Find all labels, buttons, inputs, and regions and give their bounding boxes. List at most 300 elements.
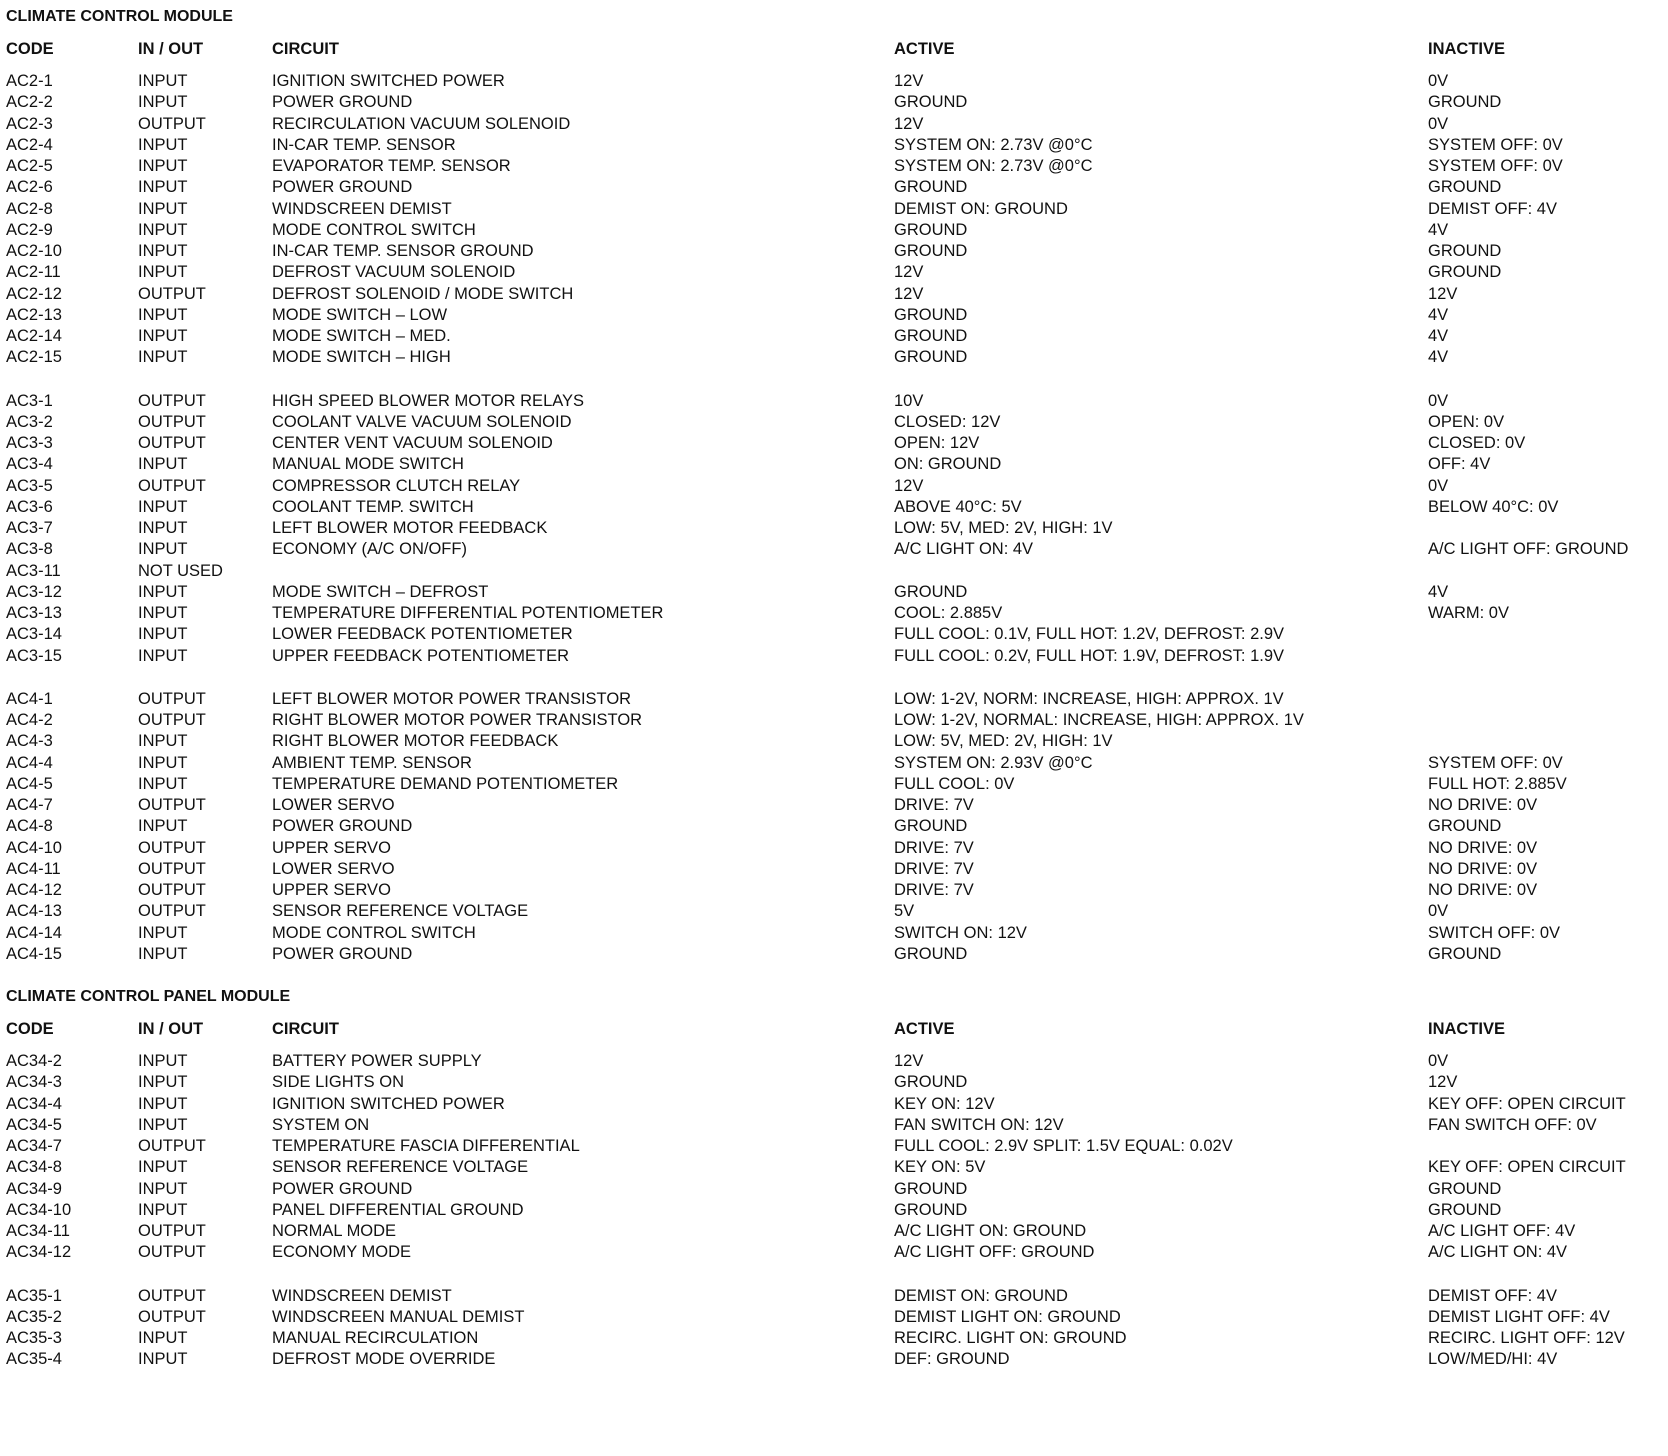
row-active: FULL COOL: 2.9V SPLIT: 1.5V EQUAL: 0.02V [894,1137,1233,1155]
row-circuit: TEMPERATURE DEMAND POTENTIOMETER [272,774,619,793]
row-code: AC2-3 [6,114,53,133]
row-active: GROUND [894,93,968,112]
row-active: LOW: 1-2V, NORMAL: INCREASE, HIGH: APPROX. 1V [894,711,1304,729]
row-circuit: LOWER SERVO [272,796,395,814]
row-active: CLOSED: 12V [894,412,1001,431]
row-inactive: GROUND [1428,944,1502,963]
row-code: AC34-12 [6,1243,72,1262]
row-code: AC34-10 [6,1200,72,1219]
row-in-out: INPUT [138,72,188,90]
row-code: AC4-8 [6,817,53,836]
row-active: GROUND [894,327,968,345]
row-code: AC34-3 [6,1073,62,1092]
row-active: SYSTEM ON: 2.73V @0°C [894,157,1093,175]
row-in-out: OUTPUT [138,881,206,899]
row-code: AC3-4 [6,455,53,474]
row-circuit: RIGHT BLOWER MOTOR FEEDBACK [272,732,559,751]
row-code: AC4-14 [6,923,62,942]
row-inactive: 12V [1428,284,1458,303]
table-row [0,817,1668,839]
table-row [0,1180,1668,1202]
header-circuit: CIRCUIT [272,1020,339,1038]
row-inactive: FAN SWITCH OFF: 0V [1428,1115,1597,1134]
row-in-out: OUTPUT [138,1222,206,1240]
table-row [0,136,1668,158]
row-circuit: MODE SWITCH – MED. [272,327,451,345]
table-row [0,157,1668,179]
row-code: AC4-7 [6,796,53,814]
row-in-out: INPUT [138,220,188,239]
table-row [0,924,1668,946]
row-code: AC4-11 [6,859,61,878]
row-code: AC3-1 [6,391,53,410]
row-active: A/C LIGHT OFF: GROUND [894,1243,1095,1262]
row-circuit: RIGHT BLOWER MOTOR POWER TRANSISTOR [272,711,643,729]
section-title: CLIMATE CONTROL MODULE [6,8,233,25]
table-row [0,540,1668,562]
row-circuit: UPPER SERVO [272,881,391,899]
row-inactive: SYSTEM OFF: 0V [1428,135,1563,154]
header-inactive: INACTIVE [1428,1020,1506,1038]
row-code: AC2-10 [6,242,62,260]
row-in-out: INPUT [138,1073,188,1092]
row-code: AC2-4 [6,135,53,154]
row-code: AC34-9 [6,1179,62,1198]
row-active: LOW: 5V, MED: 2V, HIGH: 1V [894,519,1113,537]
row-inactive: 4V [1428,582,1449,601]
row-in-out: INPUT [138,604,188,622]
section-title: CLIMATE CONTROL PANEL MODULE [6,988,291,1005]
row-in-out: INPUT [138,157,188,175]
row-code: AC3-2 [6,412,53,431]
row-in-out: INPUT [138,582,188,601]
row-inactive: NO DRIVE: 0V [1428,838,1538,857]
header-active: ACTIVE [894,1020,955,1038]
row-active: RECIRC. LIGHT ON: GROUND [894,1329,1127,1347]
table-row [0,1158,1668,1180]
row-code: AC4-10 [6,838,62,857]
row-in-out: INPUT [138,497,188,516]
row-inactive: 4V [1428,348,1449,367]
row-circuit: MODE SWITCH – DEFROST [272,582,489,601]
row-code: AC34-5 [6,1115,62,1134]
row-inactive: 0V [1428,1052,1449,1070]
row-active: FULL COOL: 0.2V, FULL HOT: 1.9V, DEFROST: 1.9V [894,646,1285,665]
row-code: AC35-3 [6,1329,62,1347]
row-in-out: INPUT [138,348,188,367]
row-code: AC4-3 [6,732,53,751]
row-inactive: 0V [1428,902,1449,921]
row-active: ON: GROUND [894,455,1002,474]
row-in-out: INPUT [138,774,188,793]
row-active: A/C LIGHT ON: GROUND [894,1222,1087,1240]
row-circuit: IGNITION SWITCHED POWER [272,72,505,90]
table-row [0,93,1668,115]
row-active: GROUND [894,220,968,239]
row-code: AC34-4 [6,1094,62,1113]
row-circuit: MODE CONTROL SWITCH [272,923,476,942]
row-in-out: INPUT [138,327,188,345]
row-in-out: INPUT [138,519,188,537]
row-inactive: 0V [1428,476,1449,495]
table-row [0,434,1668,456]
row-in-out: OUTPUT [138,689,206,708]
table-row [0,1287,1668,1309]
row-circuit: SIDE LIGHTS ON [272,1073,405,1092]
row-circuit: COOLANT VALVE VACUUM SOLENOID [272,412,572,431]
row-code: AC3-5 [6,476,53,495]
row-active: FULL COOL: 0V [894,774,1015,793]
row-in-out: OUTPUT [138,859,206,878]
row-code: AC35-2 [6,1307,62,1326]
table-row [0,413,1668,435]
row-circuit: ECONOMY MODE [272,1243,412,1262]
row-in-out: OUTPUT [138,1307,206,1326]
row-active: LOW: 5V, MED: 2V, HIGH: 1V [894,732,1113,751]
row-circuit: LOWER FEEDBACK POTENTIOMETER [272,625,573,644]
row-inactive: 4V [1428,305,1449,324]
row-code: AC2-2 [6,93,53,112]
row-active: A/C LIGHT ON: 4V [894,540,1034,559]
table-row [0,604,1668,626]
row-in-out: INPUT [138,1329,188,1347]
table-row [0,221,1668,243]
row-in-out: INPUT [138,923,188,942]
table-row [0,839,1668,861]
row-active: DEMIST ON: GROUND [894,199,1068,218]
row-inactive: SYSTEM OFF: 0V [1428,157,1563,175]
row-in-out: INPUT [138,178,188,197]
row-inactive: SYSTEM OFF: 0V [1428,753,1563,772]
row-circuit: AMBIENT TEMP. SENSOR [272,753,472,772]
row-code: AC3-8 [6,540,53,559]
table-row [0,1243,1668,1265]
row-in-out: OUTPUT [138,902,206,921]
row-circuit: IN-CAR TEMP. SENSOR GROUND [272,242,534,260]
row-circuit: WINDSCREEN DEMIST [272,199,452,218]
row-in-out: INPUT [138,625,188,644]
row-code: AC2-13 [6,305,62,324]
table-row [0,285,1668,307]
table-row [0,1052,1668,1074]
row-in-out: INPUT [138,753,188,772]
row-active: DRIVE: 7V [894,881,974,899]
row-code: AC4-2 [6,711,53,729]
row-code: AC3-6 [6,497,53,516]
row-circuit: POWER GROUND [272,93,413,112]
row-circuit: MODE SWITCH – LOW [272,305,448,324]
table-row [0,625,1668,647]
row-circuit: MODE SWITCH – HIGH [272,348,451,367]
row-active: OPEN: 12V [894,434,980,452]
row-inactive: WARM: 0V [1428,604,1509,622]
row-circuit: LEFT BLOWER MOTOR POWER TRANSISTOR [272,689,632,708]
row-inactive: 4V [1428,327,1449,345]
row-in-out: OUTPUT [138,1137,206,1155]
row-in-out: INPUT [138,1179,188,1198]
row-circuit: LOWER SERVO [272,859,395,878]
table-row [0,1350,1668,1372]
row-code: AC4-5 [6,774,53,793]
row-in-out: INPUT [138,135,188,154]
row-circuit: BATTERY POWER SUPPLY [272,1052,482,1070]
row-inactive: 0V [1428,72,1449,90]
row-inactive: A/C LIGHT ON: 4V [1428,1243,1568,1262]
row-active: GROUND [894,1073,968,1092]
row-inactive: GROUND [1428,93,1502,112]
table-row [0,178,1668,200]
row-in-out: INPUT [138,1052,188,1070]
row-circuit: POWER GROUND [272,817,413,836]
row-code: AC3-13 [6,604,62,622]
row-code: AC2-5 [6,157,53,175]
row-code: AC2-6 [6,178,53,197]
row-active: 12V [894,476,924,495]
row-active: 12V [894,263,924,282]
row-active: KEY ON: 5V [894,1158,986,1177]
row-in-out: INPUT [138,305,188,324]
row-inactive: GROUND [1428,242,1502,260]
row-circuit: RECIRCULATION VACUUM SOLENOID [272,114,571,133]
row-in-out: OUTPUT [138,1286,206,1305]
row-in-out: NOT USED [138,561,223,580]
row-in-out: INPUT [138,732,188,751]
row-circuit: COOLANT TEMP. SWITCH [272,497,474,516]
row-active: SWITCH ON: 12V [894,923,1027,942]
table-row [0,242,1668,264]
row-active: 10V [894,391,924,410]
table-row [0,498,1668,520]
row-code: AC34-2 [6,1052,62,1070]
row-active: 12V [894,114,924,133]
row-circuit: EVAPORATOR TEMP. SENSOR [272,157,511,175]
table-row [0,115,1668,137]
row-active: 5V [894,902,915,921]
table-row [0,306,1668,328]
row-circuit: SYSTEM ON [272,1115,370,1134]
row-in-out: OUTPUT [138,838,206,857]
row-code: AC2-11 [6,263,61,282]
row-active: KEY ON: 12V [894,1094,995,1113]
row-code: AC35-4 [6,1350,62,1369]
table-row [0,327,1668,349]
row-inactive: NO DRIVE: 0V [1428,796,1538,814]
row-circuit: DEFROST SOLENOID / MODE SWITCH [272,284,574,303]
table-row [0,1116,1668,1138]
row-active: GROUND [894,1179,968,1198]
row-code: AC3-12 [6,582,62,601]
row-circuit: MANUAL RECIRCULATION [272,1329,479,1347]
row-inactive: RECIRC. LIGHT OFF: 12V [1428,1329,1625,1347]
row-in-out: INPUT [138,646,188,665]
row-inactive: NO DRIVE: 0V [1428,881,1538,899]
row-code: AC3-14 [6,625,62,644]
row-active: 12V [894,72,924,90]
header-code: CODE [6,40,54,58]
header-circuit: CIRCUIT [272,40,339,58]
row-in-out: INPUT [138,1094,188,1113]
row-inactive: OPEN: 0V [1428,412,1505,431]
row-in-out: INPUT [138,93,188,112]
row-active: DEMIST ON: GROUND [894,1286,1068,1305]
row-circuit: LEFT BLOWER MOTOR FEEDBACK [272,519,548,537]
row-code: AC2-1 [6,72,53,90]
row-in-out: OUTPUT [138,434,206,452]
row-active: SYSTEM ON: 2.73V @0°C [894,135,1093,154]
row-active: GROUND [894,348,968,367]
row-circuit: POWER GROUND [272,178,413,197]
table-row [0,690,1668,712]
row-circuit: HIGH SPEED BLOWER MOTOR RELAYS [272,391,585,410]
row-active: GROUND [894,1200,968,1219]
table-row [0,647,1668,669]
row-code: AC2-14 [6,327,62,345]
row-in-out: OUTPUT [138,476,206,495]
row-code: AC4-12 [6,881,62,899]
table-row [0,754,1668,776]
row-active: FULL COOL: 0.1V, FULL HOT: 1.2V, DEFROST: 2.9V [894,625,1285,644]
row-in-out: INPUT [138,199,188,218]
row-inactive: SWITCH OFF: 0V [1428,923,1560,942]
row-in-out: INPUT [138,242,188,260]
table-header [0,1020,1668,1042]
table-row [0,860,1668,882]
row-in-out: INPUT [138,1350,188,1369]
row-inactive: GROUND [1428,178,1502,197]
row-code: AC34-11 [6,1222,70,1240]
row-active: 12V [894,1052,924,1070]
row-code: AC2-8 [6,199,53,218]
table-row [0,945,1668,967]
table-row [0,732,1668,754]
row-circuit: WINDSCREEN MANUAL DEMIST [272,1307,525,1326]
header-in-out: IN / OUT [138,1020,204,1038]
row-inactive: NO DRIVE: 0V [1428,859,1538,878]
table-row [0,72,1668,94]
table-row [0,519,1668,541]
row-active: GROUND [894,178,968,197]
row-active: ABOVE 40°C: 5V [894,497,1022,516]
row-inactive: CLOSED: 0V [1428,434,1526,452]
row-inactive: KEY OFF: OPEN CIRCUIT [1428,1094,1626,1113]
table-header [0,40,1668,62]
row-circuit: DEFROST VACUUM SOLENOID [272,263,516,282]
row-circuit: MANUAL MODE SWITCH [272,455,464,474]
row-inactive: 0V [1428,114,1449,133]
row-circuit: MODE CONTROL SWITCH [272,220,476,239]
row-code: AC34-8 [6,1158,62,1177]
row-in-out: INPUT [138,540,188,559]
row-inactive: FULL HOT: 2.885V [1428,774,1567,793]
row-circuit: PANEL DIFFERENTIAL GROUND [272,1200,524,1219]
row-inactive: A/C LIGHT OFF: GROUND [1428,540,1629,559]
table-row [0,1201,1668,1223]
row-in-out: OUTPUT [138,1243,206,1262]
row-inactive: GROUND [1428,817,1502,836]
row-in-out: INPUT [138,1158,188,1177]
row-in-out: INPUT [138,1115,188,1134]
table-row [0,348,1668,370]
row-code: AC4-15 [6,944,62,963]
header-inactive: INACTIVE [1428,40,1506,58]
table-row [0,775,1668,797]
header-in-out: IN / OUT [138,40,204,58]
row-active: COOL: 2.885V [894,604,1003,622]
table-row [0,1329,1668,1351]
row-active: DEMIST LIGHT ON: GROUND [894,1307,1121,1326]
row-in-out: OUTPUT [138,796,206,814]
row-code: AC3-3 [6,434,53,452]
row-in-out: OUTPUT [138,114,206,133]
row-code: AC4-13 [6,902,62,921]
table-row [0,1073,1668,1095]
row-in-out: INPUT [138,944,188,963]
table-row [0,562,1668,584]
table-row [0,1095,1668,1117]
row-active: DRIVE: 7V [894,796,974,814]
row-circuit: CENTER VENT VACUUM SOLENOID [272,434,553,452]
row-in-out: INPUT [138,817,188,836]
row-in-out: INPUT [138,263,188,282]
row-circuit: POWER GROUND [272,1179,413,1198]
row-circuit: SENSOR REFERENCE VOLTAGE [272,902,529,921]
header-active: ACTIVE [894,40,955,58]
row-circuit: ECONOMY (A/C ON/OFF) [272,540,467,559]
row-inactive: GROUND [1428,1200,1502,1219]
row-circuit: DEFROST MODE OVERRIDE [272,1350,496,1369]
header-code: CODE [6,1020,54,1038]
table-row [0,711,1668,733]
row-inactive: BELOW 40°C: 0V [1428,497,1559,516]
row-in-out: OUTPUT [138,412,206,431]
row-in-out: OUTPUT [138,711,206,729]
row-code: AC2-12 [6,284,62,303]
row-code: AC4-1 [6,689,53,708]
row-active: GROUND [894,817,968,836]
row-code: AC2-15 [6,348,62,367]
table-row [0,902,1668,924]
row-active: DRIVE: 7V [894,859,974,878]
row-circuit: IN-CAR TEMP. SENSOR [272,135,456,154]
row-code: AC2-9 [6,220,53,239]
row-active: GROUND [894,242,968,260]
row-circuit: IGNITION SWITCHED POWER [272,1094,505,1113]
row-code: AC35-1 [6,1286,62,1305]
row-active: GROUND [894,305,968,324]
row-code: AC3-7 [6,519,53,537]
row-circuit: WINDSCREEN DEMIST [272,1286,452,1305]
row-inactive: DEMIST OFF: 4V [1428,199,1557,218]
row-inactive: GROUND [1428,1179,1502,1198]
row-in-out: INPUT [138,455,188,474]
row-inactive: LOW/MED/HI: 4V [1428,1350,1558,1369]
table-row [0,455,1668,477]
table-row [0,1222,1668,1244]
table-row [0,392,1668,414]
table-row [0,796,1668,818]
row-circuit: SENSOR REFERENCE VOLTAGE [272,1158,529,1177]
row-inactive: OFF: 4V [1428,455,1491,474]
row-inactive: A/C LIGHT OFF: 4V [1428,1222,1576,1240]
table-row [0,263,1668,285]
row-in-out: OUTPUT [138,284,206,303]
row-circuit: UPPER FEEDBACK POTENTIOMETER [272,646,570,665]
row-inactive: 0V [1428,391,1449,410]
row-circuit: COMPRESSOR CLUTCH RELAY [272,476,521,495]
row-inactive: GROUND [1428,263,1502,282]
row-active: DRIVE: 7V [894,838,974,857]
row-active: FAN SWITCH ON: 12V [894,1115,1064,1134]
